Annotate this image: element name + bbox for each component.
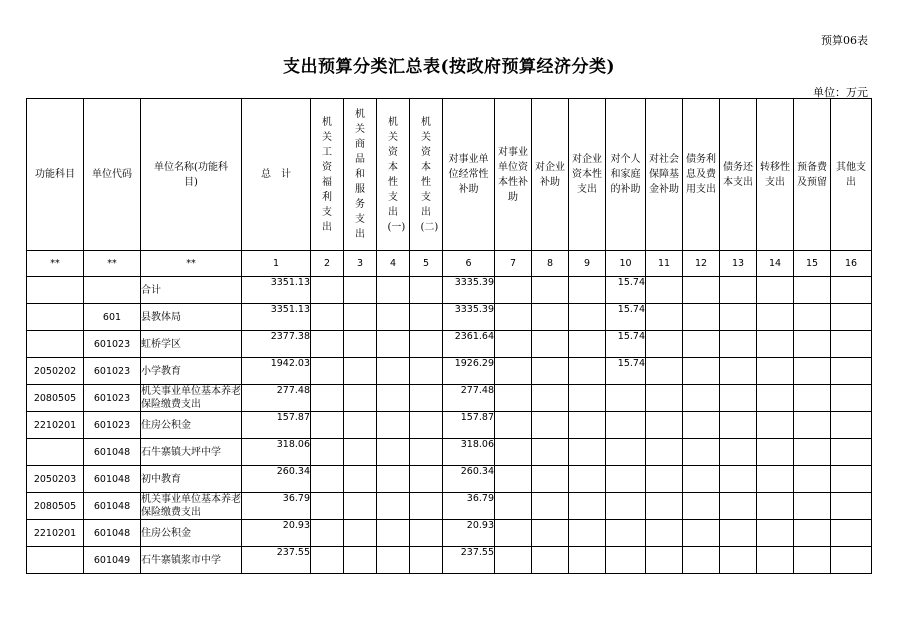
table-row [27,331,872,358]
index-cell: 10 [606,251,646,277]
cell-c10 [606,493,646,520]
header-c6 [443,99,495,251]
header-c6-text: 对事业单位经常性补助 [448,154,489,195]
cell-total: 277.48 [242,385,311,412]
table-row [27,439,872,466]
index-cell: 2 [311,251,344,277]
cell-name: 初中教育 [141,466,242,493]
header-c7 [495,99,532,251]
cell-c3 [344,304,377,331]
index-cell: ** [27,251,84,277]
cell-c4 [377,277,410,304]
cell-total: 260.34 [242,466,311,493]
unit-label: 单位：万元 [813,86,868,99]
cell-c12 [683,304,720,331]
cell-c16 [831,412,872,439]
cell-c9 [569,331,606,358]
cell-c7 [495,358,532,385]
header-c16-text: 其他支出 [836,161,866,188]
cell-c6: 237.55 [443,547,495,574]
index-cell: 9 [569,251,606,277]
cell-c2 [311,520,344,547]
cell-func [27,547,84,574]
cell-c5 [410,493,443,520]
cell-c2 [311,331,344,358]
cell-c13 [720,547,757,574]
cell-c4 [377,466,410,493]
cell-c11 [646,466,683,493]
cell-c6: 20.93 [443,520,495,547]
cell-c13 [720,439,757,466]
cell-c5 [410,385,443,412]
cell-c2 [311,439,344,466]
cell-c16 [831,358,872,385]
cell-c3 [344,385,377,412]
page-title: 支出预算分类汇总表(按政府预算经济分类) [282,57,616,77]
header-c15 [794,99,831,251]
cell-c7 [495,466,532,493]
table-row [27,493,872,520]
cell-c8 [532,358,569,385]
cell-c12 [683,439,720,466]
header-c10-text: 对个人和家庭的补助 [610,154,641,195]
cell-code: 601023 [84,331,141,358]
cell-c15 [794,385,831,412]
cell-c13 [720,385,757,412]
cell-c16 [831,439,872,466]
cell-total: 3351.13 [242,277,311,304]
header-c9 [569,99,606,251]
cell-func [27,331,84,358]
cell-c8 [532,520,569,547]
index-cell: 12 [683,251,720,277]
cell-c14 [757,277,794,304]
cell-c10: 15.74 [606,358,646,385]
cell-c14 [757,439,794,466]
table-row [27,466,872,493]
cell-c9 [569,277,606,304]
cell-c15 [794,358,831,385]
cell-c15 [794,277,831,304]
cell-c5 [410,358,443,385]
cell-c5 [410,547,443,574]
cell-c11 [646,385,683,412]
cell-c7 [495,439,532,466]
header-c8 [532,99,569,251]
cell-c9 [569,304,606,331]
cell-c2 [311,304,344,331]
table-row [27,412,872,439]
cell-name: 机关事业单位基本养老保险缴费支出 [141,494,241,518]
cell-c3 [344,439,377,466]
cell-c8 [532,385,569,412]
cell-c14 [757,385,794,412]
cell-c2 [311,493,344,520]
cell-c4 [377,358,410,385]
cell-name: 小学教育 [141,358,242,385]
column-index-row [27,251,872,277]
cell-c8 [532,277,569,304]
index-cell: 5 [410,251,443,277]
cell-code: 601 [84,304,141,331]
index-cell: 16 [831,251,872,277]
table-row [27,385,872,412]
form-code: 预算06表 [821,34,868,47]
cell-c7 [495,304,532,331]
cell-c12 [683,331,720,358]
cell-c11 [646,520,683,547]
cell-c15 [794,331,831,358]
cell-c8 [532,304,569,331]
cell-c11 [646,493,683,520]
cell-c9 [569,547,606,574]
index-cell: 6 [443,251,495,277]
header-c11 [646,99,683,251]
cell-c11 [646,304,683,331]
cell-c8 [532,331,569,358]
header-unit-name [141,99,242,251]
cell-code: 601023 [84,412,141,439]
table-row [27,547,872,574]
cell-c9 [569,412,606,439]
cell-c14 [757,331,794,358]
cell-c10 [606,520,646,547]
cell-code: 601049 [84,547,141,574]
cell-c13 [720,520,757,547]
cell-total: 20.93 [242,520,311,547]
index-cell: 13 [720,251,757,277]
cell-c13 [720,277,757,304]
cell-c11 [646,277,683,304]
cell-c16 [831,331,872,358]
header-c3 [344,99,377,251]
cell-c10: 15.74 [606,277,646,304]
cell-c4 [377,385,410,412]
cell-c5 [410,439,443,466]
cell-c8 [532,439,569,466]
cell-c4 [377,547,410,574]
cell-c14 [757,547,794,574]
header-c11-text: 对社会保障基金补助 [649,154,679,195]
cell-c16 [831,520,872,547]
cell-c14 [757,358,794,385]
cell-c11 [646,412,683,439]
cell-name: 机关事业单位基本养老保险缴费支出 [141,386,241,410]
cell-c11 [646,439,683,466]
cell-name: 合计 [141,277,242,304]
cell-c4 [377,520,410,547]
cell-c10 [606,385,646,412]
cell-c4 [377,331,410,358]
cell-c6: 3335.39 [443,277,495,304]
cell-c7 [495,277,532,304]
cell-total: 1942.03 [242,358,311,385]
cell-c7 [495,493,532,520]
cell-c7 [495,412,532,439]
cell-code: 601023 [84,385,141,412]
cell-c5 [410,466,443,493]
table-body [27,251,872,574]
cell-c15 [794,466,831,493]
cell-c11 [646,358,683,385]
cell-c3 [344,547,377,574]
header-c14-text: 转移性支出 [760,161,790,188]
cell-c6: 318.06 [443,439,495,466]
header-c5-text: 机关资本性支出(二) [420,116,439,233]
header-c4-text: 机关资本性支出(一) [387,116,406,233]
cell-name: 虹桥学区 [141,331,242,358]
header-c8-text: 对企业补助 [535,161,565,188]
cell-func [27,439,84,466]
cell-c5 [410,277,443,304]
cell-total: 2377.38 [242,331,311,358]
cell-c14 [757,493,794,520]
cell-c7 [495,331,532,358]
header-c2-text: 机关工资福利支出 [322,116,332,233]
cell-c4 [377,493,410,520]
cell-c12 [683,412,720,439]
cell-c16 [831,466,872,493]
cell-c3 [344,466,377,493]
cell-c12 [683,358,720,385]
cell-total: 237.55 [242,547,311,574]
cell-name: 住房公积金 [141,412,242,439]
header-c12-text: 债务利息及费用支出 [686,154,716,195]
cell-c5 [410,331,443,358]
budget-table [26,98,872,574]
header-c16 [831,99,872,251]
cell-c4 [377,439,410,466]
cell-c3 [344,412,377,439]
cell-c14 [757,304,794,331]
index-cell: 3 [344,251,377,277]
header-total: 总 计 [242,99,311,251]
header-unit-code: 单位代码 [84,99,141,251]
cell-c16 [831,304,872,331]
cell-c2 [311,412,344,439]
cell-c8 [532,412,569,439]
cell-c9 [569,520,606,547]
cell-c9 [569,439,606,466]
index-cell: 4 [377,251,410,277]
cell-c13 [720,331,757,358]
header-c15-text: 预备费及预留 [797,161,827,188]
cell-c15 [794,520,831,547]
cell-c10 [606,466,646,493]
index-cell: 7 [495,251,532,277]
header-c14 [757,99,794,251]
cell-c13 [720,358,757,385]
cell-c6: 36.79 [443,493,495,520]
cell-c10: 15.74 [606,331,646,358]
cell-code: 601048 [84,439,141,466]
header-c12 [683,99,720,251]
cell-c15 [794,547,831,574]
cell-c9 [569,385,606,412]
cell-c3 [344,358,377,385]
cell-c13 [720,304,757,331]
cell-c2 [311,385,344,412]
cell-code: 601023 [84,358,141,385]
cell-c3 [344,277,377,304]
index-cell: ** [141,251,242,277]
table-row [27,520,872,547]
cell-code: 601048 [84,520,141,547]
cell-c6: 260.34 [443,466,495,493]
cell-c2 [311,466,344,493]
cell-c12 [683,520,720,547]
header-c13-text: 债务还本支出 [723,161,753,188]
cell-c9 [569,358,606,385]
cell-c2 [311,547,344,574]
cell-c9 [569,493,606,520]
cell-c7 [495,520,532,547]
cell-c14 [757,520,794,547]
cell-c6: 2361.64 [443,331,495,358]
cell-code: 601048 [84,493,141,520]
header-c3-text: 机关商品和服务支出 [355,109,365,240]
cell-c16 [831,547,872,574]
cell-c12 [683,466,720,493]
header-row [27,99,872,251]
cell-c2 [311,358,344,385]
cell-c2 [311,277,344,304]
cell-c10 [606,412,646,439]
index-cell: 1 [242,251,311,277]
cell-func: 2210201 [27,520,84,547]
cell-c15 [794,439,831,466]
cell-c8 [532,493,569,520]
cell-c14 [757,412,794,439]
cell-total: 318.06 [242,439,311,466]
cell-c7 [495,547,532,574]
cell-c8 [532,466,569,493]
cell-func: 2050202 [27,358,84,385]
table-row [27,358,872,385]
cell-func: 2080505 [27,385,84,412]
cell-c11 [646,547,683,574]
cell-c5 [410,520,443,547]
index-cell: 11 [646,251,683,277]
cell-total: 157.87 [242,412,311,439]
cell-c15 [794,412,831,439]
header-func-subject: 功能科目 [27,99,84,251]
cell-c15 [794,493,831,520]
header-c10 [606,99,646,251]
cell-c7 [495,385,532,412]
cell-name: 住房公积金 [141,520,242,547]
cell-c3 [344,331,377,358]
cell-c16 [831,493,872,520]
cell-func: 2080505 [27,493,84,520]
cell-c4 [377,412,410,439]
index-cell: ** [84,251,141,277]
cell-c4 [377,304,410,331]
cell-c10 [606,547,646,574]
cell-c11 [646,331,683,358]
cell-c8 [532,547,569,574]
cell-total: 36.79 [242,493,311,520]
cell-c13 [720,466,757,493]
cell-name: 石牛寨镇浆市中学 [141,547,242,574]
cell-func [27,304,84,331]
table-row [27,304,872,331]
cell-c16 [831,385,872,412]
header-unit-name-text: 单位名称(功能科目) [154,161,228,188]
cell-c3 [344,493,377,520]
index-cell: 14 [757,251,794,277]
header-c2 [311,99,344,251]
header-c9-text: 对企业资本性支出 [572,154,602,195]
cell-c5 [410,304,443,331]
cell-code [84,277,141,304]
cell-c12 [683,493,720,520]
header-c5 [410,99,443,251]
cell-name: 县教体局 [141,304,242,331]
cell-c6: 277.48 [443,385,495,412]
cell-c6: 157.87 [443,412,495,439]
cell-c16 [831,277,872,304]
cell-func: 2210201 [27,412,84,439]
cell-c15 [794,304,831,331]
cell-c6: 3335.39 [443,304,495,331]
index-cell: 15 [794,251,831,277]
table-row [27,277,872,304]
cell-c13 [720,412,757,439]
cell-c3 [344,520,377,547]
cell-c10 [606,439,646,466]
cell-c6: 1926.29 [443,358,495,385]
cell-c12 [683,547,720,574]
cell-func [27,277,84,304]
cell-c14 [757,466,794,493]
cell-c10: 15.74 [606,304,646,331]
cell-c9 [569,466,606,493]
header-c7-text: 对事业单位资本性补助 [498,146,528,203]
cell-code: 601048 [84,466,141,493]
cell-func: 2050203 [27,466,84,493]
header-c4 [377,99,410,251]
cell-name: 石牛寨镇大坪中学 [141,439,242,466]
cell-c12 [683,385,720,412]
cell-c12 [683,277,720,304]
cell-c13 [720,493,757,520]
index-cell: 8 [532,251,569,277]
header-c13 [720,99,757,251]
cell-total: 3351.13 [242,304,311,331]
cell-c5 [410,412,443,439]
